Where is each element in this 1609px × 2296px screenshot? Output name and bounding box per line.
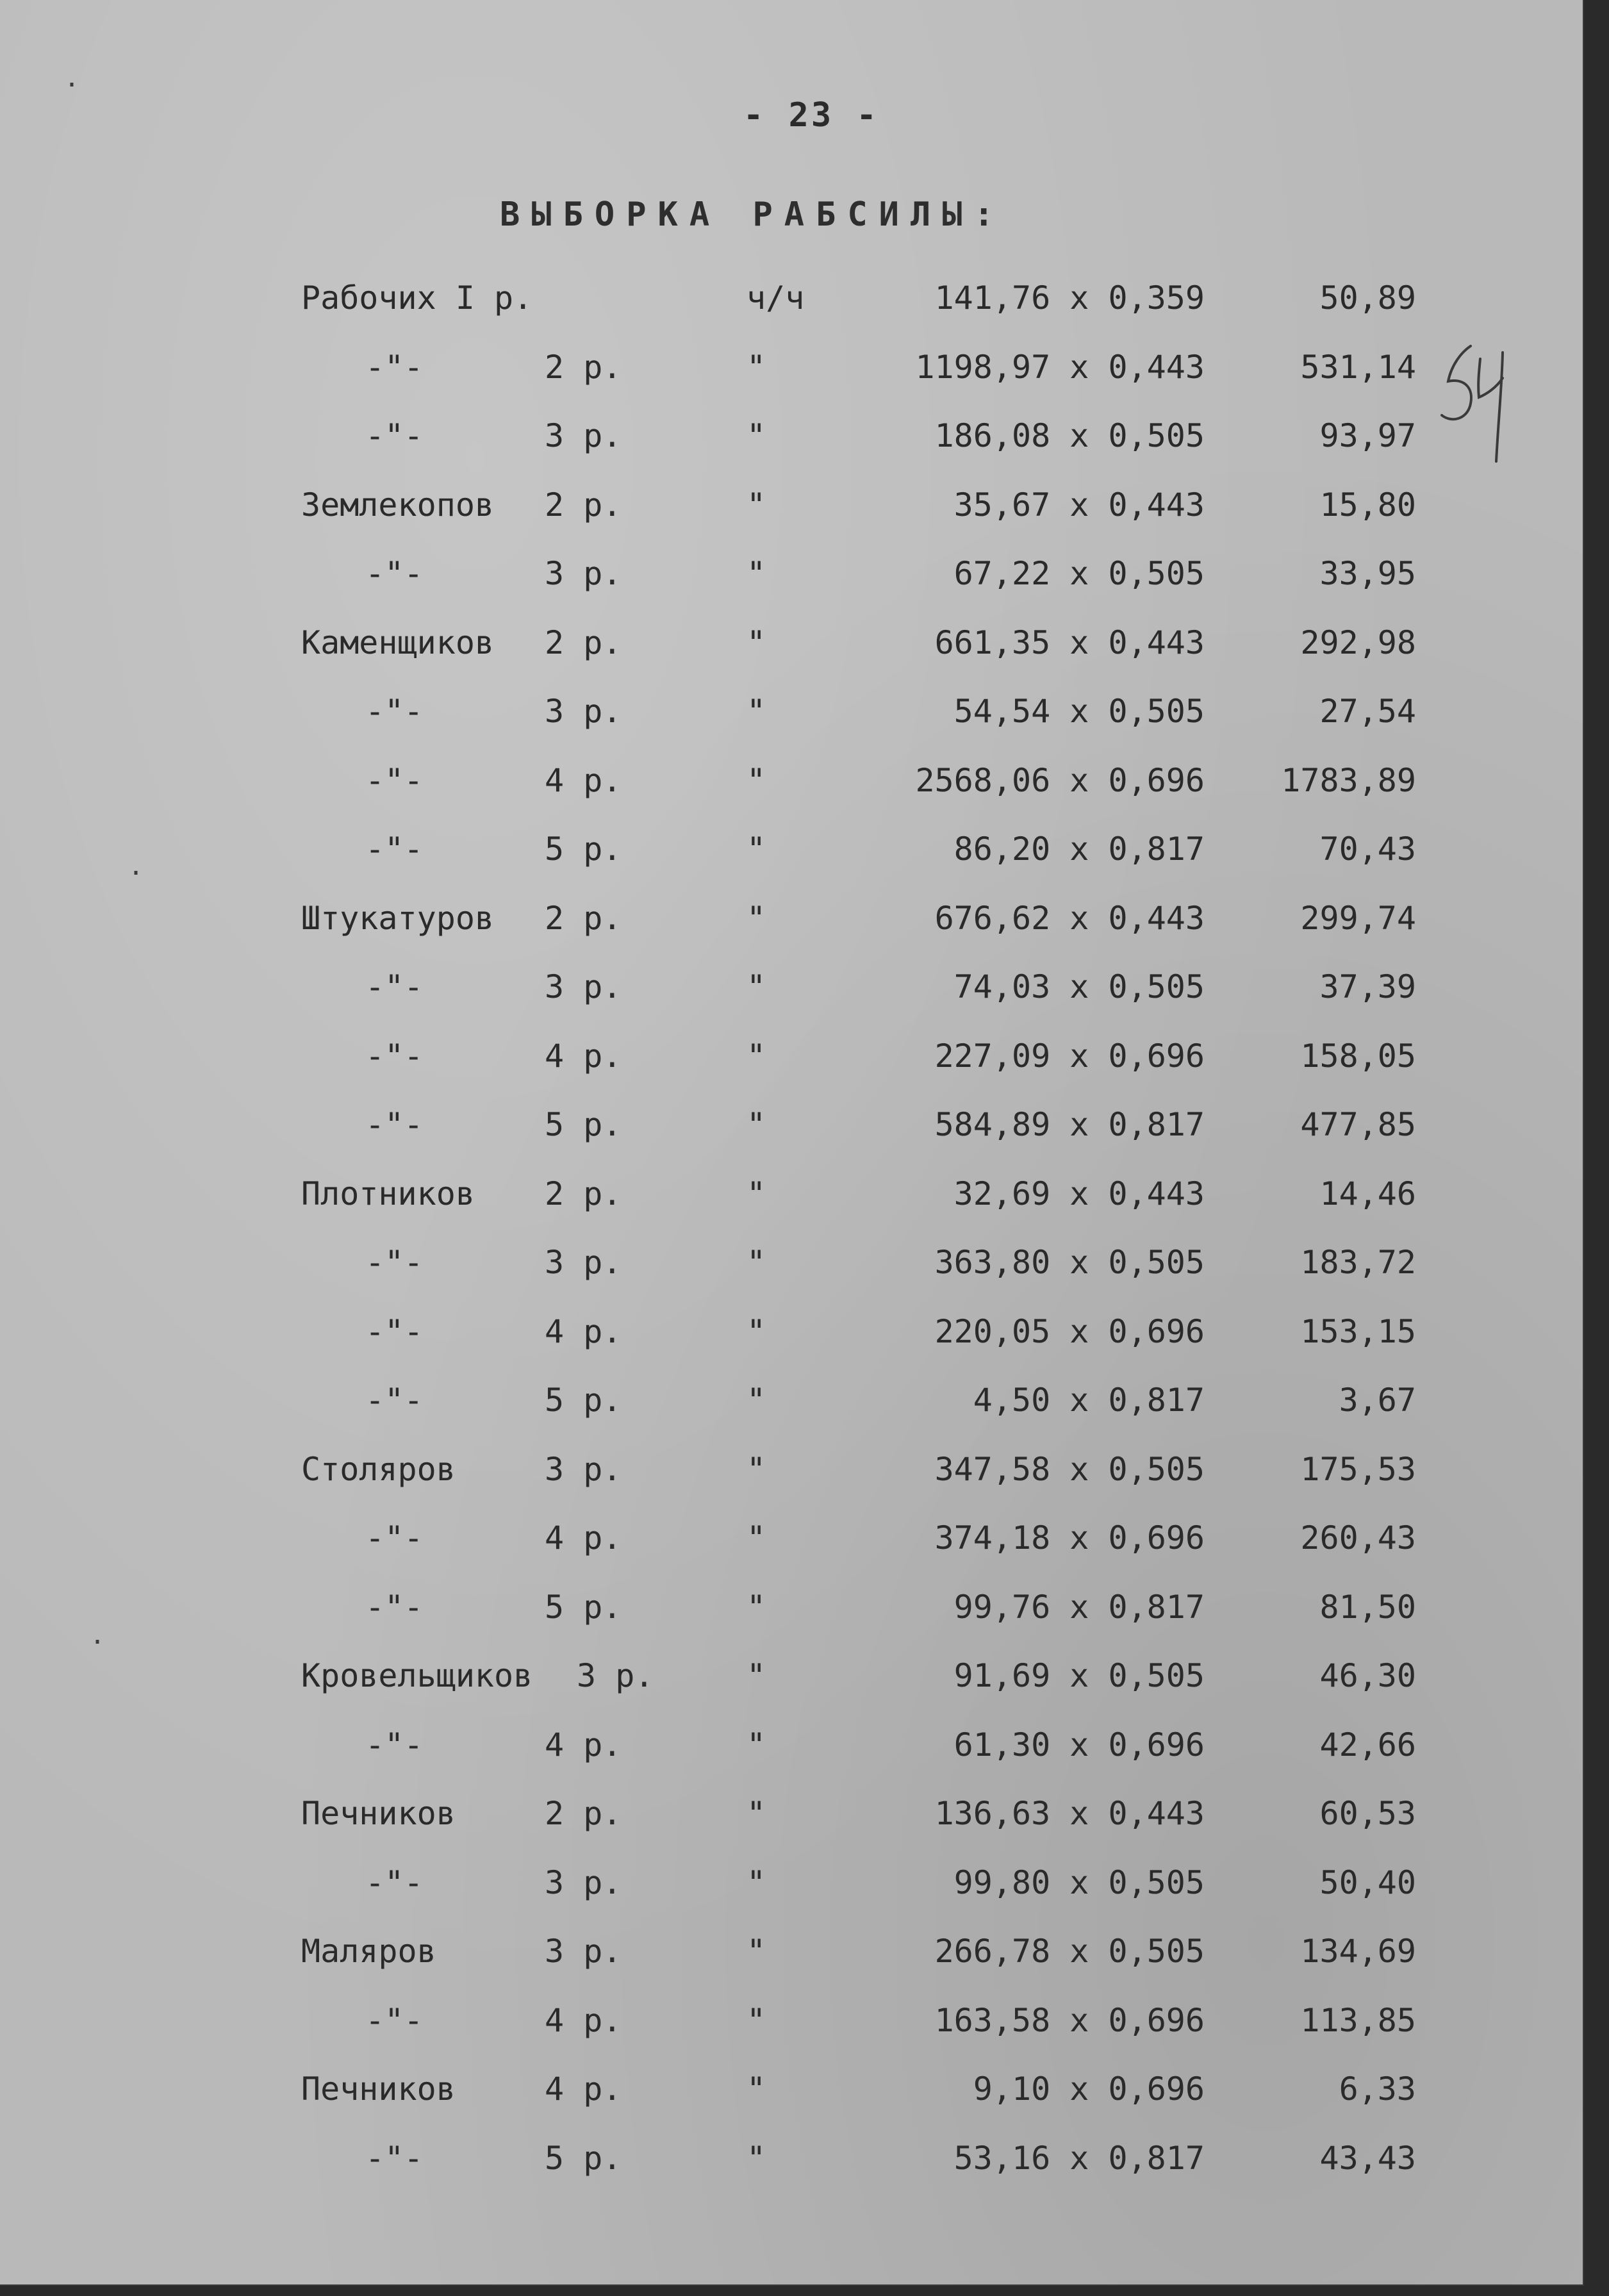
row-unit: " [747,1037,766,1075]
row-grade: 2 р. [545,899,622,937]
row-calculation: 91,69 x 0,505 [953,1657,1205,1694]
row-calculation: 32,69 x 0,443 [953,1175,1205,1212]
row-name: Печников [301,2070,456,2108]
row-name: -"- [365,1037,424,1075]
row-grade: 3 р. [545,1863,622,1901]
row-name: -"- [365,830,424,868]
row-result: 477,85 [1300,1106,1416,1143]
row-name: -"- [365,2139,424,2177]
row-name: -"- [365,1863,424,1901]
row-grade: 5 р. [545,830,622,868]
row-result: 158,05 [1300,1037,1416,1075]
row-grade: 3 р. [545,1933,622,1970]
page-number: - 23 - [743,96,879,135]
paper-mark: · [64,70,80,100]
row-calculation: 4,50 x 0,817 [973,1382,1205,1419]
row-name: -"- [365,1726,424,1763]
row-calculation: 67,22 x 0,505 [953,555,1205,592]
row-result: 113,85 [1300,2001,1416,2039]
row-name: Маляров [301,1933,436,1970]
row-grade: 5 р. [545,2139,622,2177]
paper-mark: · [90,1628,106,1657]
row-result: 81,50 [1319,1588,1416,1626]
row-unit: " [747,624,766,661]
row-result: 292,98 [1300,624,1416,661]
row-result: 175,53 [1300,1450,1416,1488]
row-calculation: 186,08 x 0,505 [934,417,1205,454]
row-calculation: 347,58 x 0,505 [934,1450,1205,1488]
row-calculation: 9,10 x 0,696 [973,2070,1205,2108]
row-name: -"- [365,968,424,1005]
row-result: 42,66 [1319,1726,1416,1763]
paper-mark: · [128,859,144,888]
row-calculation: 53,16 x 0,817 [953,2139,1205,2177]
row-grade: 3 р. [545,1244,622,1281]
document-title: ВЫБОРКА РАБСИЛЫ: [500,195,1005,234]
row-name: -"- [365,1244,424,1281]
row-name: -"- [365,1519,424,1557]
row-grade: 2 р. [545,348,622,386]
row-name: Плотников [301,1175,475,1212]
row-unit: " [747,555,766,592]
row-result: 27,54 [1319,693,1416,730]
row-calculation: 676,62 x 0,443 [934,899,1205,937]
row-name: -"- [365,1106,424,1143]
row-unit: " [747,486,766,524]
row-unit: " [747,348,766,386]
row-name: Землекопов [301,486,495,524]
row-grade: 3 р. [545,555,622,592]
row-result: 183,72 [1300,1244,1416,1281]
row-calculation: 61,30 x 0,696 [953,1726,1205,1763]
row-grade: 4 р. [545,1312,622,1350]
row-result: 50,40 [1319,1863,1416,1901]
row-result: 33,95 [1319,555,1416,592]
row-result: 531,14 [1300,348,1416,386]
row-calculation: 363,80 x 0,505 [934,1244,1205,1281]
row-unit: " [747,1795,766,1832]
row-calculation: 661,35 x 0,443 [934,624,1205,661]
row-grade: 4 р. [545,2070,622,2108]
row-unit: " [747,1106,766,1143]
row-result: 43,43 [1319,2139,1416,2177]
row-result: 50,89 [1319,279,1416,317]
row-unit: " [747,1244,766,1281]
row-unit: " [747,899,766,937]
row-calculation: 1198,97 x 0,443 [915,348,1205,386]
row-unit: " [747,2001,766,2039]
row-unit: " [747,968,766,1005]
row-unit: " [747,693,766,730]
row-unit: " [747,1657,766,1694]
row-grade: 5 р. [545,1106,622,1143]
row-grade: 3 р. [545,1450,622,1488]
row-unit: " [747,1588,766,1626]
row-name: -"- [365,1382,424,1419]
row-calculation: 141,76 x 0,359 [934,279,1205,317]
row-result: 15,80 [1319,486,1416,524]
row-unit: ч/ч [747,279,805,317]
row-result: 46,30 [1319,1657,1416,1694]
row-calculation: 266,78 x 0,505 [934,1933,1205,1970]
row-result: 260,43 [1300,1519,1416,1557]
row-calculation: 227,09 x 0,696 [934,1037,1205,1075]
row-grade: 4 р. [545,1037,622,1075]
row-name: Столяров [301,1450,456,1488]
row-calculation: 86,20 x 0,817 [953,830,1205,868]
row-grade: 2 р. [545,1175,622,1212]
row-result: 3,67 [1339,1382,1416,1419]
row-calculation: 99,80 x 0,505 [953,1863,1205,1901]
row-unit: " [747,1726,766,1763]
row-calculation: 374,18 x 0,696 [934,1519,1205,1557]
row-name: -"- [365,1312,424,1350]
row-grade: 5 р. [545,1382,622,1419]
row-grade: 2 р. [545,486,622,524]
row-calculation: 136,63 x 0,443 [934,1795,1205,1832]
row-grade: 3 р. [545,693,622,730]
row-unit: " [747,2070,766,2108]
row-grade: 4 р. [545,2001,622,2039]
row-name: Кровельщиков [301,1657,533,1694]
row-calculation: 163,58 x 0,696 [934,2001,1205,2039]
row-calculation: 74,03 x 0,505 [953,968,1205,1005]
row-name: -"- [365,417,424,454]
row-grade: 3 р. [577,1657,654,1694]
row-unit: " [747,1382,766,1419]
row-calculation: 584,89 x 0,817 [934,1106,1205,1143]
row-name: -"- [365,2001,424,2039]
row-result: 14,46 [1319,1175,1416,1212]
row-unit: " [747,1450,766,1488]
handwritten-margin-note [1435,333,1512,474]
row-result: 299,74 [1300,899,1416,937]
row-name: -"- [365,348,424,386]
row-result: 134,69 [1300,1933,1416,1970]
row-calculation: 54,54 x 0,505 [953,693,1205,730]
row-result: 37,39 [1319,968,1416,1005]
row-result: 60,53 [1319,1795,1416,1832]
row-result: 6,33 [1339,2070,1416,2108]
row-unit: " [747,1863,766,1901]
row-result: 1783,89 [1281,761,1416,799]
row-name: Каменщиков [301,624,495,661]
row-name: -"- [365,555,424,592]
row-grade: 3 р. [545,417,622,454]
row-grade: 3 р. [545,968,622,1005]
row-grade: 4 р. [545,1726,622,1763]
row-calculation: 220,05 x 0,696 [934,1312,1205,1350]
row-result: 153,15 [1300,1312,1416,1350]
row-result: 93,97 [1319,417,1416,454]
row-grade: 4 р. [545,1519,622,1557]
row-unit: " [747,417,766,454]
row-name: -"- [365,693,424,730]
row-grade: 2 р. [545,1795,622,1832]
row-unit: " [747,761,766,799]
row-name: Рабочих I р. [301,279,533,317]
row-grade: 4 р. [545,761,622,799]
row-name: -"- [365,761,424,799]
row-unit: " [747,830,766,868]
row-grade: 5 р. [545,1588,622,1626]
row-unit: " [747,1312,766,1350]
row-name: Штукатуров [301,899,495,937]
row-unit: " [747,1933,766,1970]
row-grade: 2 р. [545,624,622,661]
row-result: 70,43 [1319,830,1416,868]
row-name: Печников [301,1795,456,1832]
row-unit: " [747,1519,766,1557]
row-calculation: 99,76 x 0,817 [953,1588,1205,1626]
row-unit: " [747,2139,766,2177]
row-unit: " [747,1175,766,1212]
row-name: -"- [365,1588,424,1626]
row-calculation: 2568,06 x 0,696 [915,761,1205,799]
row-calculation: 35,67 x 0,443 [953,486,1205,524]
